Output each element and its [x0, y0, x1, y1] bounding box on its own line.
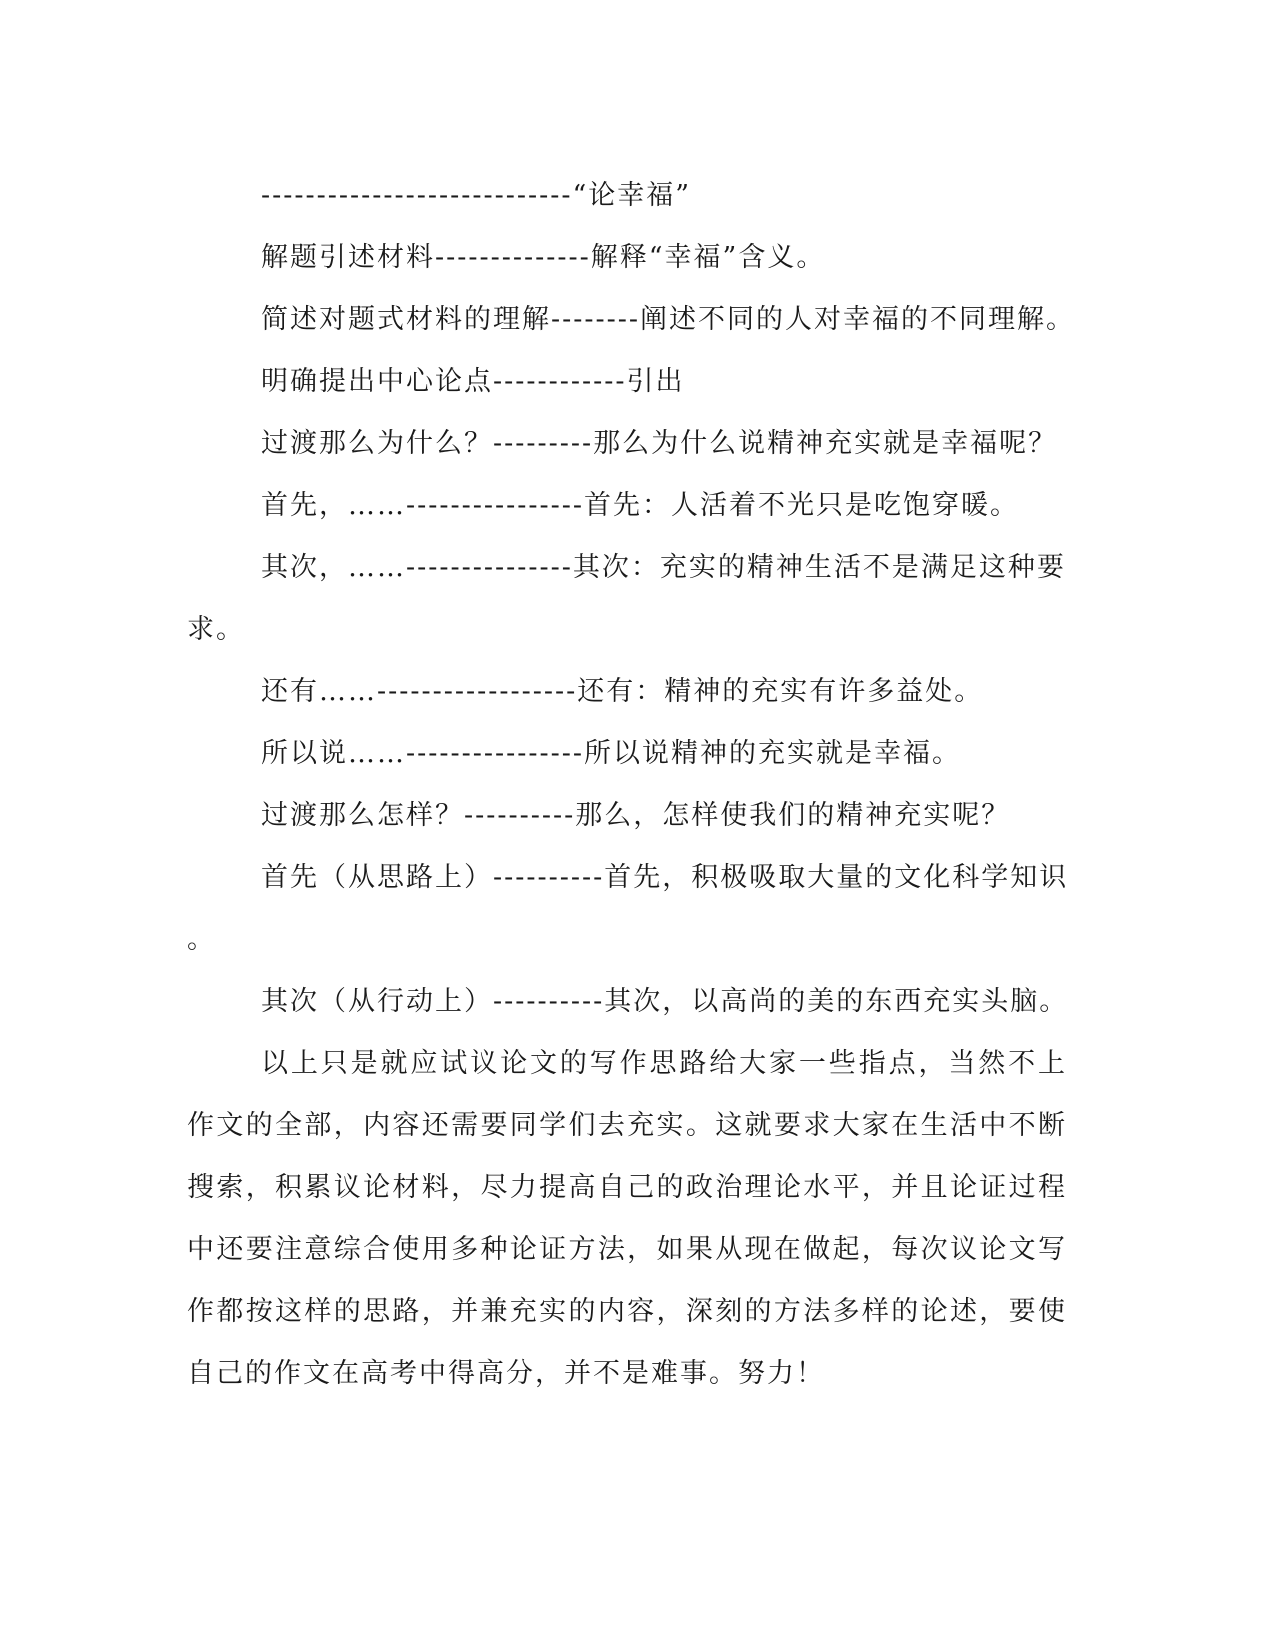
outline-line-continuation: 。: [187, 924, 216, 955]
outline-line: 首先，……----------------首先：人活着不光只是吃饱穿暖。: [261, 490, 1019, 521]
outline-line: 过渡那么为什么？---------那么为什么说精神充实就是幸福呢？: [261, 428, 1058, 459]
conclusion-paragraph: 以上只是就应试议论文的写作思路给大家一些指点，当然不上作文的全部，内容还需要同学们去充实。这就要求大家在生活中不断搜索，积累议论材料，尽力提高自己的政治理论水平，并且论证过程中还要注意综合使用多种论证方法，如果从现在做起，每次议论文写作都按这样的思路，并兼充实的内容，深刻的方法多样的论述，要使自己的作文在高考中得高分，并不是难事。努力！: [187, 1048, 1067, 1389]
outline-line: 过渡那么怎样？----------那么，怎样使我们的精神充实呢？: [261, 800, 1011, 831]
outline-line: 所以说……----------------所以说精神的充实就是幸福。: [261, 738, 961, 769]
outline-line: 其次，……---------------其次：充实的精神生活不是满足这种要: [261, 552, 1066, 583]
outline-line-continuation: 求。: [187, 614, 245, 645]
outline-line: 简述对题式材料的理解--------阐述不同的人对幸福的不同理解。: [261, 304, 1075, 335]
outline-line: 首先（从思路上）----------首先，积极吸取大量的文化科学知识: [261, 862, 1069, 893]
outline-line: 明确提出中心论点------------引出: [261, 366, 685, 397]
document-body: [187, 165, 1075, 1405]
outline-line: 解题引述材料--------------解释“幸福”含义。: [261, 242, 826, 273]
outline-line: 还有……------------------还有：精神的充实有许多益处。: [261, 676, 984, 707]
outline-line: 其次（从行动上）----------其次，以高尚的美的东西充实头脑。: [261, 986, 1069, 1017]
outline-line: ----------------------------“论幸福”: [261, 180, 692, 211]
